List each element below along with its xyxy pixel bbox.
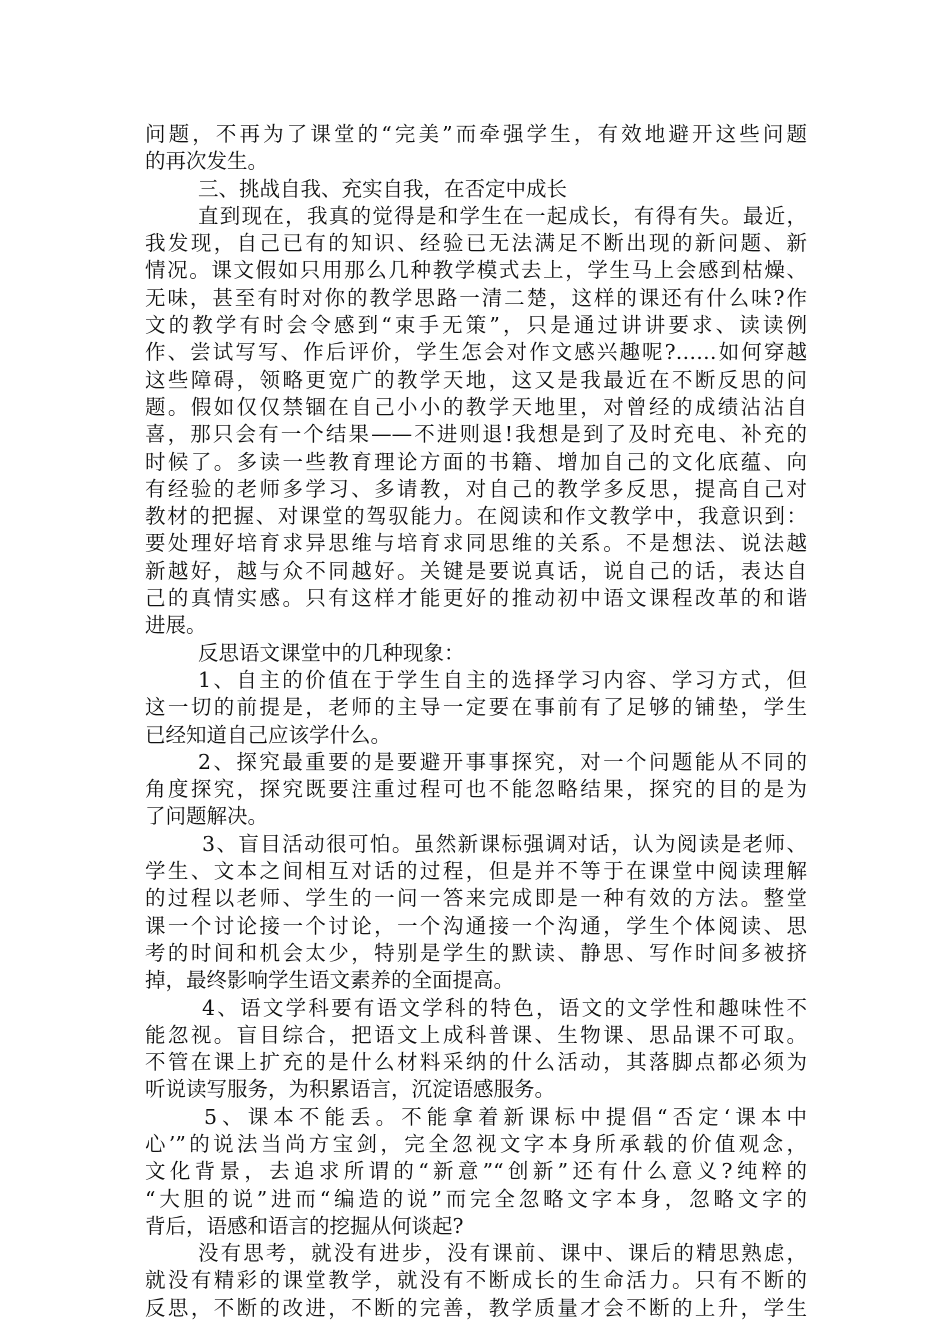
text-line: 进展。 bbox=[145, 613, 207, 638]
text-line: 角度探究，探究既要注重过程可也不能忽略结果，探究的目的是为 bbox=[145, 777, 807, 802]
text-line: 没有思考，就没有进步，没有课前、课中、课后的精思熟虑， bbox=[198, 1241, 807, 1266]
list-item-line: 3、盲目活动很可怕。虽然新课标强调对话，认为阅读是老师、 bbox=[202, 831, 807, 856]
text-line: 作、尝试写写、作后评价，学生怎会对作文感兴趣呢?……如何穿越 bbox=[145, 340, 807, 365]
section-heading: 反思语文课堂中的几种现象： bbox=[198, 640, 465, 665]
text-line: 考的时间和机会太少，特别是学生的默读、静思、写作时间多被挤 bbox=[145, 940, 807, 965]
text-line: 的再次发生。 bbox=[145, 149, 268, 174]
text-line: 反思，不断的改进，不断的完善，教学质量才会不断的上升，学生 bbox=[145, 1295, 807, 1320]
text-line: 了问题解决。 bbox=[145, 804, 268, 829]
text-line: 教材的把握、对课堂的驾驭能力。在阅读和作文教学中，我意识到： bbox=[145, 504, 807, 529]
text-line: 要处理好培育求异思维与培育求同思维的关系。不是想法、说法越 bbox=[145, 531, 807, 556]
text-line: 就没有精彩的课堂教学，就没有不断成长的生命活力。只有不断的 bbox=[145, 1268, 807, 1293]
text-line: 无味，甚至有时对你的教学思路一清二楚，这样的课还有什么味?作 bbox=[145, 285, 807, 310]
text-line: 不管在课上扩充的是什么材料采纳的什么活动，其落脚点都必须为 bbox=[145, 1050, 807, 1075]
text-line: 喜，那只会有一个结果——不进则退!我想是到了及时充电、补充的 bbox=[145, 422, 807, 447]
list-item-line: 1、自主的价值在于学生自主的选择学习内容、学习方式，但 bbox=[198, 667, 807, 692]
text-line: 课一个讨论接一个讨论，一个沟通接一个沟通，学生个体阅读、思 bbox=[145, 913, 807, 938]
text-line: 直到现在，我真的觉得是和学生在一起成长，有得有失。最近， bbox=[198, 203, 807, 228]
text-line: 情况。课文假如只用那么几种教学模式去上，学生马上会感到枯燥、 bbox=[145, 258, 807, 283]
section-heading: 三、挑战自我、充实自我，在否定中成长 bbox=[198, 176, 567, 201]
text-line: 已经知道自己应该学什么。 bbox=[145, 722, 391, 747]
text-line: 题。假如仅仅禁锢在自己小小的教学天地里，对曾经的成绩沾沾自 bbox=[145, 394, 807, 419]
text-line: 学生、文本之间相互对话的过程，但是并不等于在课堂中阅读理解 bbox=[145, 859, 807, 884]
text-line: 己的真情实感。只有这样才能更好的推动初中语文课程改革的和谐 bbox=[145, 586, 807, 611]
text-line: 这一切的前提是，老师的主导一定要在事前有了足够的铺垫，学生 bbox=[145, 695, 807, 720]
text-line: 新越好，越与众不同越好。关键是要说真话，说自己的话，表达自 bbox=[145, 558, 807, 583]
text-line: 时候了。多读一些教育理论方面的书籍、增加自己的文化底蕴、向 bbox=[145, 449, 807, 474]
text-line: 有经验的老师多学习、多请教，对自己的教学多反思，提高自己对 bbox=[145, 476, 807, 501]
text-line: 问题，不再为了课堂的“完美”而牵强学生，有效地避开这些问题 bbox=[145, 122, 807, 146]
list-item-line: 5、课本不能丢。不能拿着新课标中提倡“否定‘课本中 bbox=[204, 1104, 807, 1129]
list-item-line: 4、语文学科要有语文学科的特色，语文的文学性和趣味性不 bbox=[202, 995, 807, 1020]
text-line: “大胆的说”进而“编造的说”而完全忽略文字本身，忽略文字的 bbox=[145, 1186, 807, 1211]
text-line: 背后，语感和语言的挖掘从何谈起? bbox=[145, 1213, 464, 1238]
list-item-line: 2、探究最重要的是要避开事事探究，对一个问题能从不同的 bbox=[198, 749, 807, 774]
text-line: 心’”的说法当尚方宝剑，完全忽视文字本身所承载的价值观念， bbox=[145, 1131, 807, 1156]
text-line: 我发现，自己已有的知识、经验已无法满足不断出现的新问题、新 bbox=[145, 231, 807, 256]
text-line: 听说读写服务，为积累语言，沉淀语感服务。 bbox=[145, 1077, 555, 1102]
text-line: 这些障碍，领略更宽广的教学天地，这又是我最近在不断反思的问 bbox=[145, 367, 807, 392]
text-line: 文的教学有时会令感到“束手无策”，只是通过讲讲要求、读读例 bbox=[145, 313, 807, 338]
text-line: 文化背景，去追求所谓的“新意”“创新”还有什么意义?纯粹的 bbox=[145, 1159, 807, 1184]
text-line: 的过程以老师、学生的一问一答来完成即是一种有效的方法。整堂 bbox=[145, 886, 807, 911]
text-line: 能忽视。盲目综合，把语文上成科普课、生物课、思品课不可取。 bbox=[145, 1022, 807, 1047]
text-line: 掉，最终影响学生语文素养的全面提高。 bbox=[145, 968, 514, 993]
document-body bbox=[145, 121, 807, 1322]
